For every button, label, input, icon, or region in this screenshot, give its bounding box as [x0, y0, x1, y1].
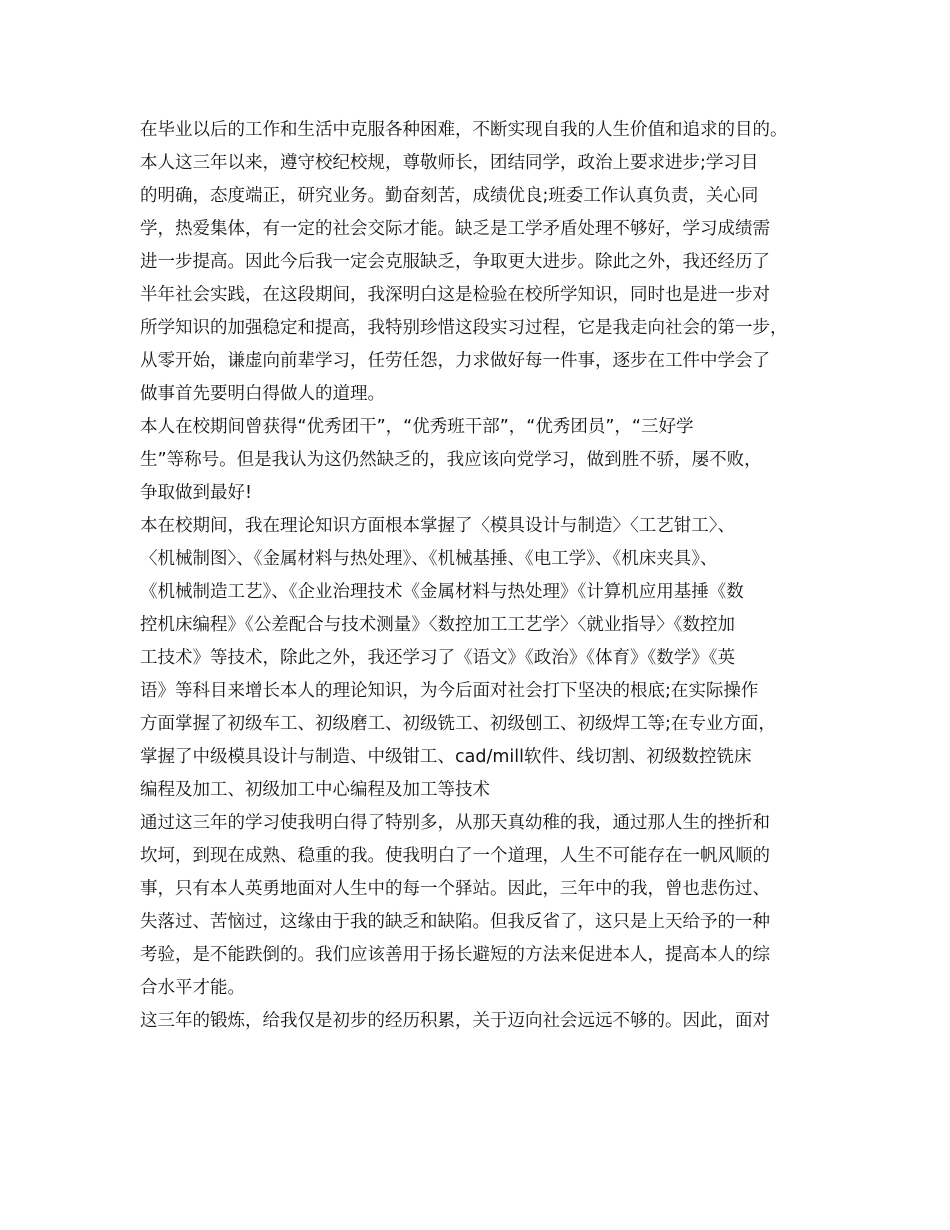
text-line: 合水平才能。: [140, 978, 245, 998]
text-line: 这三年的锻炼，给我仅是初步的经历积累，关于迈向社会远远不够的。因此，面对: [140, 1011, 770, 1031]
text-line: 生”等称号。但是我认为这仍然缺乏的，我应该向党学习，做到胜不骄，屡不败，: [140, 450, 762, 470]
text-line: 本人在校期间曾获得“优秀团干”，“优秀班干部”，“优秀团员”，“三好学: [140, 417, 694, 437]
text-line: 控机床编程》《公差配合与技术测量》〈数控加工工艺学〉〈就业指导〉《数控加: [140, 615, 735, 635]
text-line: 做事首先要明白得做人的道理。: [140, 384, 385, 404]
text-line: 所学知识的加强稳定和提高，我特别珍惜这段实习过程，它是我走向社会的第一步，: [140, 318, 788, 338]
text-line: 的明确，态度端正，研究业务。勤奋刻苦，成绩优良;班委工作认真负责，关心同: [140, 186, 759, 206]
text-line: 学，热爱集体，有一定的社会交际才能。缺乏是工学矛盾处理不够好，学习成绩需: [140, 219, 770, 239]
text-line: 〈机械制图〉、《金属材料与热处理》、《机械基捶、《电工学》、《机床夹具》、: [140, 549, 718, 569]
text-line: 工技术》等技术，除此之外，我还学习了《语文》《政治》《体育》《数学》《英: [140, 648, 735, 668]
text-line: 方面掌握了初级车工、初级磨工、初级铣工、初级刨工、初级焊工等;在专业方面，: [140, 714, 776, 734]
text-line: 掌握了中级模具设计与制造、中级钳工、cad/mill软件、线切割、初级数控铣床: [140, 747, 752, 767]
text-line: 半年社会实践，在这段期间，我深明白这是检验在校所学知识，同时也是进一步对: [140, 285, 770, 305]
text-line: 从零开始，谦虚向前辈学习，任劳任怨，力求做好每一件事，逐步在工件中学会了: [140, 351, 770, 371]
text-line: 坎坷，到现在成熟、稳重的我。使我明白了一个道理，人生不可能存在一帆风顺的: [140, 846, 770, 866]
text-line: 语》等科目来增长本人的理论知识，为今后面对社会打下坚决的根底;在实际操作: [140, 681, 759, 701]
text-line: 本在校期间，我在理论知识方面根本掌握了〈模具设计与制造〉〈工艺钳工〉、: [140, 516, 735, 536]
text-line: 本人这三年以来，遵守校纪校规，尊敬师长，团结同学，政治上要求进步;学习目: [140, 153, 759, 173]
document-body: [140, 114, 830, 1038]
text-line: 进一步提高。因此今后我一定会克服缺乏，争取更大进步。除此之外，我还经历了: [140, 252, 770, 272]
text-line: 编程及加工、初级加工中心编程及加工等技术: [140, 780, 490, 800]
text-line: 通过这三年的学习使我明白得了特别多，从那天真幼稚的我，通过那人生的挫折和: [140, 813, 770, 833]
text-line: 事，只有本人英勇地面对人生中的每一个驿站。因此，三年中的我，曾也悲伤过、: [140, 879, 770, 899]
text-line: 《机械制造工艺》、《企业治理技术《金属材料与热处理》《计算机应用基捶《数: [140, 582, 744, 602]
text-line: 争取做到最好!: [140, 483, 253, 503]
text-line: 考验，是不能跌倒的。我们应该善用于扬长避短的方法来促进本人，提高本人的综: [140, 945, 770, 965]
text-line: 在毕业以后的工作和生活中克服各种困难，不断实现自我的人生价值和追求的目的。: [140, 120, 788, 140]
text-line: 失落过、苦恼过，这缘由于我的缺乏和缺陷。但我反省了，这只是上天给予的一种: [140, 912, 770, 932]
